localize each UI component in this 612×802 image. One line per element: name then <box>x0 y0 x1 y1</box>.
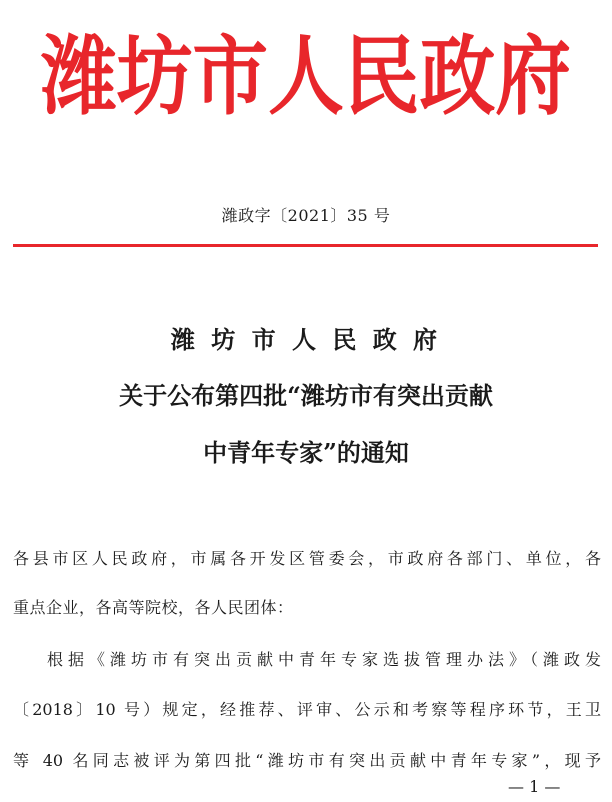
document-number: 潍政字〔2021〕35 号 <box>221 206 391 225</box>
body-paragraph-line-2: 〔2018〕10 号）规定，经推荐、评审、公示和考察等程序环节，王卫 <box>13 700 601 719</box>
body-paragraph-line-3: 等 40 名同志被评为第四批“潍坊市有突出贡献中青年专家”，现予 <box>13 751 601 770</box>
addressee-line-1: 各县市区人民政府，市属各开发区管委会，市政府各部门、单位，各 <box>13 549 601 568</box>
red-divider-line <box>13 244 598 247</box>
addressee-line-2: 重点企业，各高等院校，各人民团体： <box>13 598 294 617</box>
page-number: — 1 — <box>508 777 561 796</box>
body-paragraph-line-1: 根据《潍坊市有突出贡献中青年专家选拔管理办法》（潍政发 <box>47 650 601 669</box>
notice-title-line-3: 中青年专家”的通知 <box>203 438 409 467</box>
notice-title-line-2: 关于公布第四批“潍坊市有突出贡献 <box>119 381 493 410</box>
notice-title-line-1: 潍 坊 市 人 民 政 府 <box>170 325 442 354</box>
masthead-issuer <box>0 18 612 128</box>
issuer-title: 潍坊市人民政府 <box>40 26 571 127</box>
